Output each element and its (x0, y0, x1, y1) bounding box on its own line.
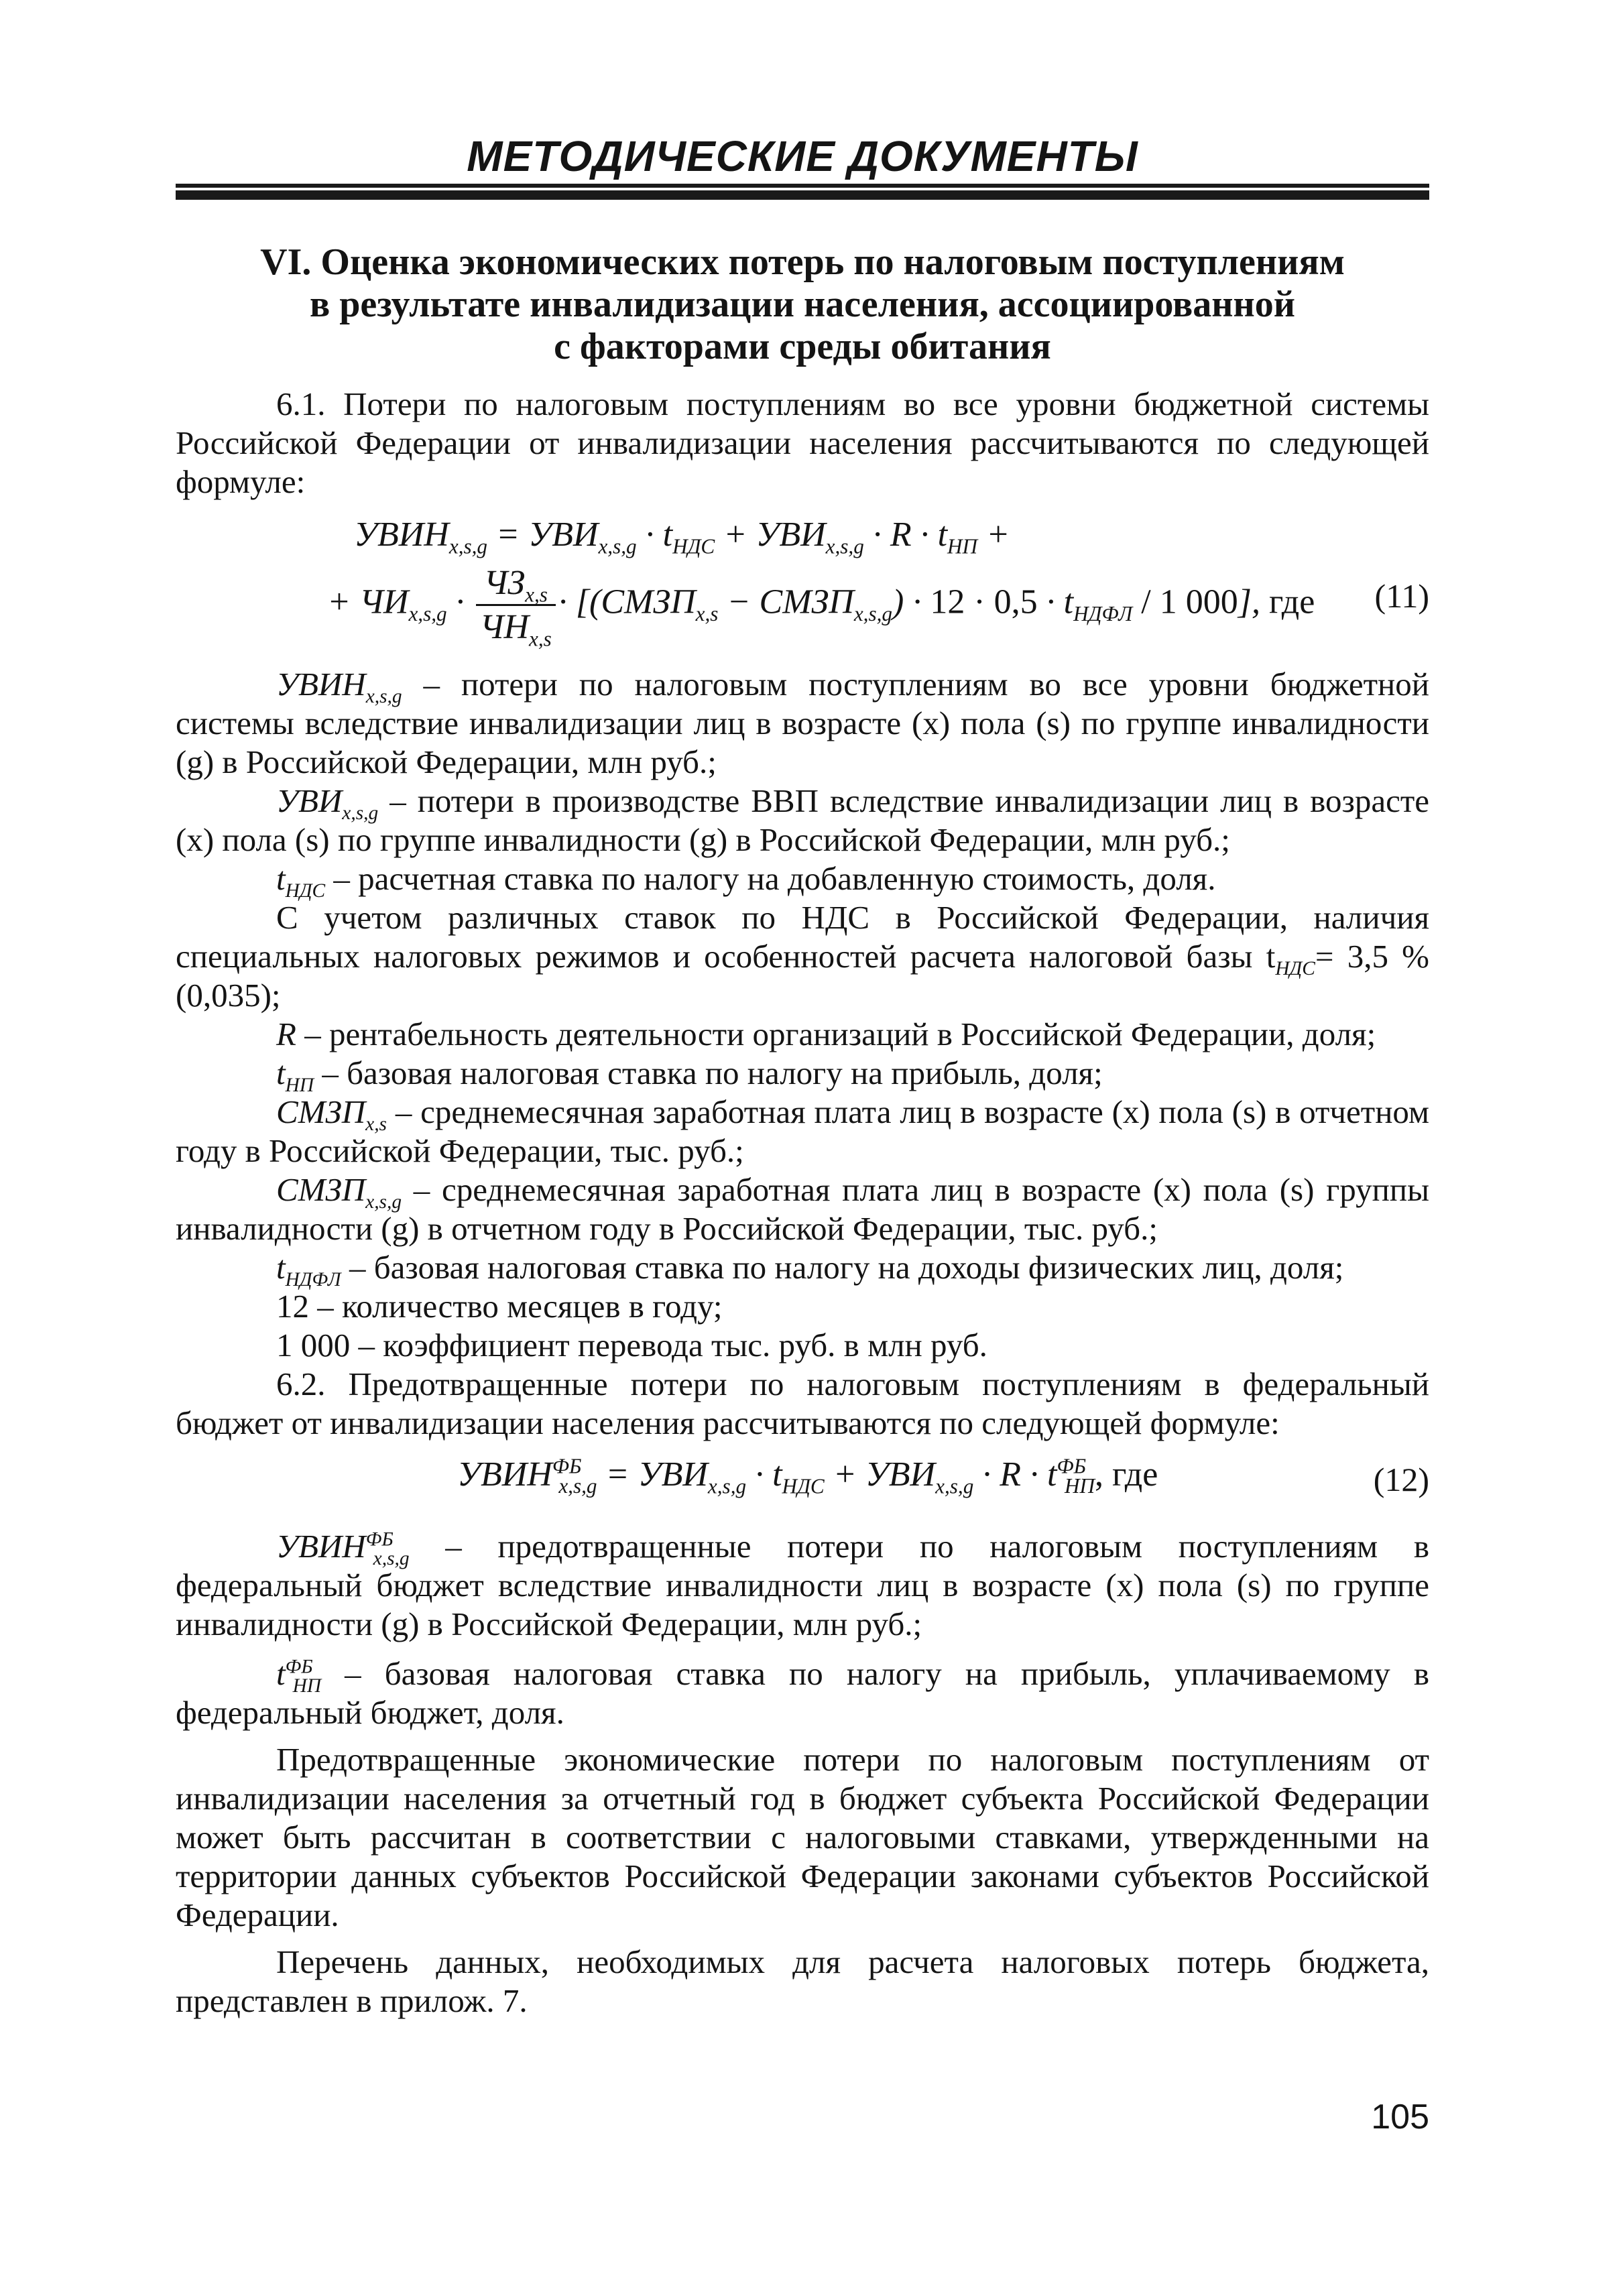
definition-smzp-xs: $СМЗП_{x,s}$ – среднемесячная заработная плата лиц в возрасте (x) пола (s) в отчетном году в Российской Федерации, тыс. руб.; (176, 1093, 1429, 1169)
definition-t-np-fb: $t^{ФБ}_{НП}$ – базовая налоговая ставка по налогу на прибыль, уплачиваемому в федеральный бюджет, доля. (176, 1655, 1429, 1731)
equation-number-12: (12) (1373, 1461, 1429, 1498)
paragraph-regional: Предотвращенные экономические потери по налоговым поступлениям от инвалидизации населения за отчетный год в бюджет субъекта Российской Федерации может быть рассчитан в соответствии с налоговыми ставками, утвержденными на территории данных субъектов Российской Федерации законами субъектов Российской Федерации. (176, 1741, 1429, 1933)
definition-r: R – рентабельность деятельности организаций в Российской Федерации, доля; (276, 1016, 1376, 1052)
header-rule-thin (176, 184, 1429, 188)
formula-12: $УВИН^{ФБ}_{x,s,g} = УВИ_{x,s,g} \cdot t_{НДС} + УВИ_{x,s,g} \cdot R \cdot t^{ФБ}_{НП}$, где (457, 1454, 1158, 1498)
page-number: 105 (1371, 2098, 1429, 2136)
section-title (176, 241, 1429, 368)
paragraph-6-1 (176, 385, 1429, 501)
nds-note: С учетом различных ставок по НДС в Российской Федерации, наличия специальных налоговых режимов и особенностей расчета налоговой базы $t_{НДС}= 3,5$ % (0,035); (176, 899, 1429, 1014)
definition-t-nds: $t_{НДС}$ – расчетная ставка по налогу на добавленную стоимость, доля. (276, 860, 1216, 902)
definition-uvin: $УВИН_{x,s,g}$ – потери по налоговым поступлениям во все уровни бюджетной системы вследствие инвалидизации лиц в возрасте (x) пола (s) по группе инвалидности (g) в Российской Федерации, млн руб.; (176, 666, 1429, 780)
definition-t-ndfl: $t_{НДФЛ}$ – базовая налоговая ставка по налогу на доходы физических лиц, доля; (276, 1249, 1344, 1290)
definition-12: 12 – количество месяцев в году; (276, 1288, 723, 1325)
paragraph-6-2: 6.2. Предотвращенные потери по налоговым поступлениям в федеральный бюджет от инвалидизации населения рассчитываются по следующей формуле: (176, 1366, 1429, 1441)
formula-11-line-2: + $ЧИ_{x,s,g}$ · $\frac{ЧЗ_{x,s}}{ЧН_{x,s}}$ · [($СМЗП_{x,s}$ − $СМЗП_{x,s,g}) \cdot 12 \cdot 0,5 \cdot t_{НДФЛ} / 1$ 000], где (327, 564, 1315, 651)
definition-smzp-xsg: $СМЗП_{x,s,g}$ – среднемесячная заработная плата лиц в возрасте (x) пола (s) группы инвалидности (g) в отчетном году в Российской Федерации, тыс. руб.; (176, 1171, 1429, 1247)
fraction-cz-cn: $\frac{ЧЗ_{x,s}}{ЧН_{x,s}}$ (476, 563, 556, 647)
header-rule-thick (176, 190, 1429, 200)
paragraph-appendix: Перечень данных, необходимых для расчета налоговых потерь бюджета, представлен в прилож. 7. (176, 1943, 1429, 2019)
definition-uvin-fb: $УВИН^{ФБ}_{x,s,g}$ – предотвращенные потери по налоговым поступлениям в федеральный бюджет вследствие инвалидности лиц в возрасте (x) пола (s) по группе инвалидности (g) в Российской Федерации, млн руб.; (176, 1528, 1429, 1642)
paragraph-6-1-text: 6.1. Потери по налоговым поступлениям во все уровни бюджетной системы Российской Федерации от инвалидизации населения рассчитываются по следующей формуле: (176, 385, 1429, 500)
definition-uvi: $УВИ_{x,s,g}$ – потери в производстве ВВП вследствие инвалидизации лиц в возрасте (x) пола (s) по группе инвалидности (g) в Российской Федерации, млн руб.; (176, 782, 1429, 858)
section-title-line: с факторами среды обитания (554, 326, 1051, 367)
definitions-block-1 (176, 665, 1429, 1443)
definition-t-np: $t_{НП}$ – базовая налоговая ставка по налогу на прибыль, доля; (276, 1054, 1103, 1096)
section-title-line: в результате инвалидизации населения, ассоциированной (309, 284, 1296, 325)
running-header: МЕТОДИЧЕСКИЕ ДОКУМЕНТЫ (467, 132, 1138, 180)
equation-number-11: (11) (1374, 577, 1429, 615)
formula-11-line-1: $УВИН_{x,s,g} = УВИ_{x,s,g} \cdot t_{НДС} + УВИ_{x,s,g} \cdot R \cdot t_{НП}$ + (354, 516, 1010, 558)
definitions-block-3 (176, 1527, 1429, 2020)
section-title-line: VI. Оценка экономических потерь по налоговым поступлениям (260, 241, 1345, 283)
definition-1000: 1 000 – коэффициент перевода тыс. руб. в млн руб. (276, 1327, 987, 1364)
